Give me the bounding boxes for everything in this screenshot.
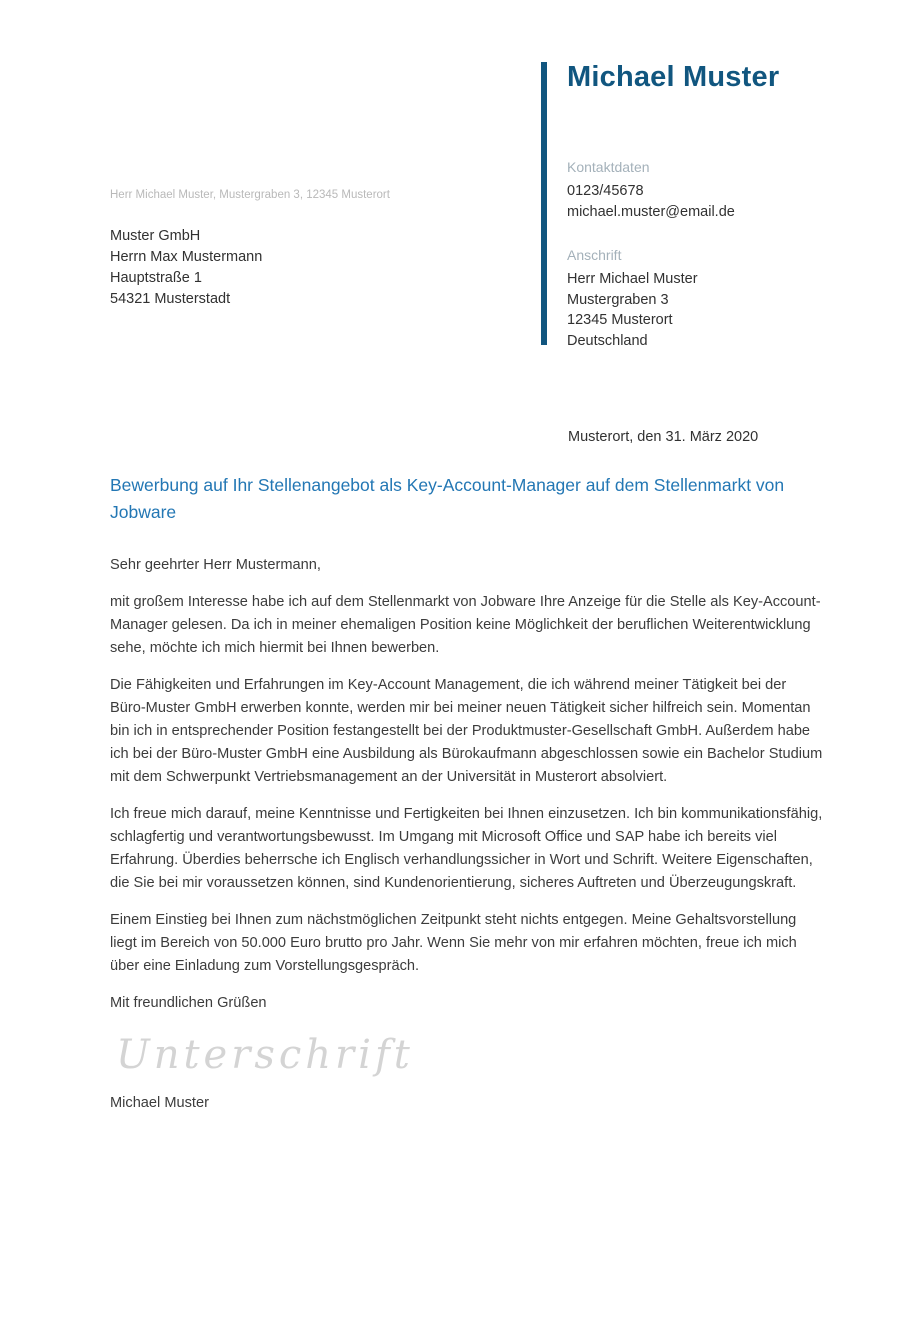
applicant-name: Michael Muster [567, 61, 780, 93]
sender-line: Herr Michael Muster, Mustergraben 3, 12345 Musterort [110, 189, 390, 201]
handwritten-signature: Unterschrift [116, 1032, 414, 1078]
address-line: Herr Michael Muster [567, 271, 698, 287]
letter-body [110, 472, 824, 1111]
email-address: michael.muster@email.de [567, 204, 735, 220]
signature-name: Michael Muster [110, 1095, 209, 1111]
recipient-line: Herrn Max Mustermann [110, 249, 263, 265]
body-paragraph: Die Fähigkeiten und Erfahrungen im Key-Account Management, die ich während meiner Tätigkeit bei der Büro-Muster GmbH erwerben konnte, werden mir bei meiner neuen Tätigkeit sicher hilfreich sein. Momentan bin ich in entsprechender Position festangestellt bei der Produktmuster-Gesellschaft GmbH. Außerdem habe ich bei der Büro-Muster GmbH eine Ausbildung als Bürokaufmann abgeschlossen sowie ein Bachelor Studium mit dem Schwerpunkt Vertriebsmanagement an der Universität in Musterort absolviert. [110, 677, 823, 785]
address-line: Deutschland [567, 332, 648, 349]
body-paragraph: mit großem Interesse habe ich auf dem Stellenmarkt von Jobware Ihre Anzeige für die Stelle als Key-Account-Manager gelesen. Da ich in meiner ehemaligen Position keine Möglichkeit der beruflichen Weiterentwicklung sehe, möchte ich mich hiermit bei Ihnen bewerben. [110, 594, 821, 656]
body-paragraph: Einem Einstieg bei Ihnen zum nächstmöglichen Zeitpunkt steht nichts entgegen. Meine Gehaltsvorstellung liegt im Bereich von 50.000 Euro brutto pro Jahr. Wenn Sie mehr von mir erfahren möchten, freue ich mich über eine Einladung zum Vorstellungsgespräch. [110, 912, 797, 974]
salutation: Sehr geehrter Herr Mustermann, [110, 557, 321, 573]
accent-bar [541, 62, 547, 345]
address-label: Anschrift [567, 247, 622, 263]
contact-label: Kontaktdaten [567, 159, 650, 175]
closing: Mit freundlichen Grüßen [110, 995, 267, 1011]
phone-number: 0123/45678 [567, 183, 644, 199]
address-line: 12345 Musterort [567, 312, 673, 328]
subject-line: Bewerbung auf Ihr Stellenangebot als Key-Account-Manager auf dem Stellenmarkt von Jobware [110, 475, 785, 522]
recipient-line: Muster GmbH [110, 228, 201, 244]
header-block [567, 58, 897, 351]
recipient-line: Hauptstraße 1 [110, 270, 202, 286]
recipient-line: 54321 Musterstadt [110, 291, 231, 307]
body-paragraph: Ich freue mich darauf, meine Kenntnisse und Fertigkeiten bei Ihnen einzusetzen. Ich bin kommunikationsfähig, schlagfertig und verantwortungsbewusst. Im Umgang mit Microsoft Office und SAP habe ich bereits viel Erfahrung. Überdies beherrsche ich Englisch verhandlungssicher in Wort und Schrift. Weitere Eigenschaften, die Sie bei mir voraussetzen können, sind Kundenorientierung, sicheres Auftreten und Überzeugungskraft. [110, 806, 823, 891]
address-line: Mustergraben 3 [567, 291, 669, 308]
recipient-address [110, 226, 262, 310]
date-line: Musterort, den 31. März 2020 [568, 429, 759, 445]
